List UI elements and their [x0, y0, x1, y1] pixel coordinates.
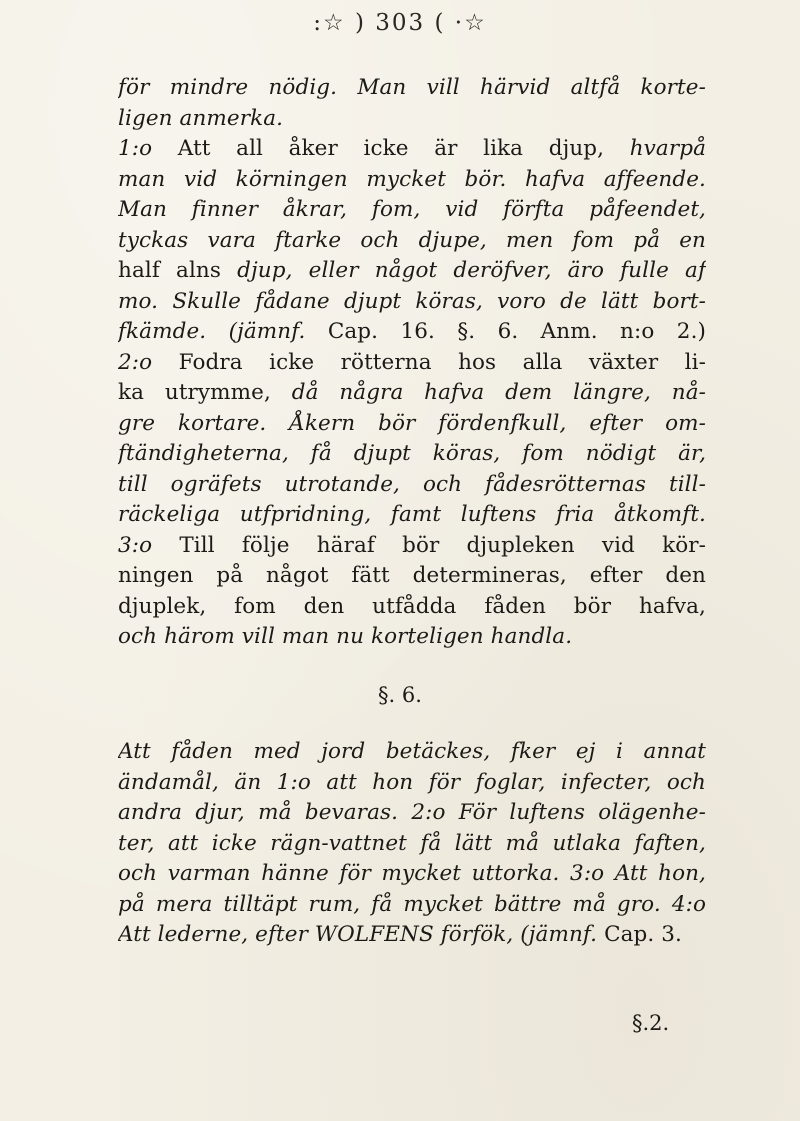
text-segment: på mera tilltäpt rum, få mycket bättre må gro. 4:o [118, 891, 706, 917]
text-segment: ändamål, än 1:o att hon för foglar, infecter, och [118, 769, 706, 795]
text-segment: Att all åker icke är lika djup, [177, 136, 630, 161]
body-line [118, 500, 706, 531]
text-segment: mo. Skulle fådane djupt köras, voro de lätt bort- [118, 288, 706, 314]
text-segment: djup, eller något deröfver, äro fulle af [237, 258, 706, 283]
text-segment: half alns [118, 258, 238, 283]
text-segment: Cap. 3. [604, 922, 682, 947]
text-segment: 2:o [118, 349, 179, 375]
section-line [118, 829, 706, 860]
text-segment: ka utrymme, [118, 380, 292, 405]
body-line [118, 73, 706, 104]
text-segment: då några hafva dem längre, nå- [291, 380, 706, 405]
text-segment: Man finner åkrar, fom, vid förfta påfeendet, [118, 197, 706, 222]
text-segment: gre kortare. Åkern bör fördenfkull, efter om- [118, 410, 706, 436]
body-line [118, 165, 706, 196]
text-segment: och härom vill man nu korteligen handla. [118, 624, 573, 649]
body-line [118, 409, 706, 440]
section-line [118, 920, 706, 951]
body-line [118, 531, 706, 562]
section-line [118, 890, 706, 921]
body-line [118, 439, 706, 470]
body-text [118, 73, 706, 653]
body-line [118, 592, 706, 623]
text-segment: ningen på något fätt determineras, efter den [118, 563, 706, 588]
text-segment: 1:o [118, 136, 178, 161]
text-segment: Cap. 16. §. 6. Anm. n:o 2.) [327, 319, 706, 344]
section-line [118, 859, 706, 890]
text-segment: ter, att icke rägn-vattnet få lätt må utlaka faften, [118, 830, 706, 856]
text-segment: för mindre nödig. Man vill härvid altfå korte- [118, 75, 706, 100]
text-segment: Att lederne, efter WOLFENS förfök, (jämnf. [118, 922, 605, 947]
body-line [118, 348, 706, 379]
body-line [118, 134, 706, 165]
text-segment: andra djur, må bevaras. 2:o För luftens olägenhe- [118, 800, 706, 825]
section-heading: §. 6. [378, 683, 422, 707]
text-segment: tyckas vara ftarke och djupe, men fom på en [118, 227, 706, 253]
body-line [118, 256, 706, 287]
catchword: §.2. [632, 1011, 670, 1035]
section-line [118, 768, 706, 799]
body-line [118, 317, 706, 348]
body-line [118, 226, 706, 257]
section-text [118, 737, 706, 951]
text-segment: Till följe häraf bör djupleken vid kör- [179, 532, 706, 558]
body-line [118, 104, 706, 135]
text-segment: hvarpå [629, 136, 706, 161]
body-line [118, 470, 706, 501]
body-line [118, 287, 706, 318]
body-line [118, 378, 706, 409]
text-segment: och varman hänne för mycket uttorka. 3:o Att hon, [118, 861, 706, 886]
text-segment: ftändigheterna, få djupt köras, fom nödigt är, [118, 441, 706, 466]
body-line [118, 195, 706, 226]
text-segment: fkämde. (jämnf. [118, 319, 328, 344]
text-segment: Fodra icke rötterna hos alla växter li- [178, 349, 706, 375]
text-segment: till ogräfets utrotande, och fådesrötternas till- [118, 471, 706, 497]
text-segment: man vid körningen mycket bör. hafva affeende. [118, 166, 706, 192]
text-segment: 3:o [118, 532, 180, 558]
text-segment: räckeliga utfpridning, famt luftens fria åtkomft. [118, 502, 706, 527]
body-line [118, 622, 706, 653]
text-segment: Att fåden med jord betäckes, fker ej i annat [118, 739, 706, 764]
text-segment: djuplek, fom den utfådda fåden bör hafva, [118, 593, 706, 619]
text-segment: ligen anmerka. [118, 105, 284, 131]
section-line [118, 737, 706, 768]
section-line [118, 798, 706, 829]
page-header: :☆ ) 303 ( ·☆ [313, 10, 487, 36]
body-line [118, 561, 706, 592]
